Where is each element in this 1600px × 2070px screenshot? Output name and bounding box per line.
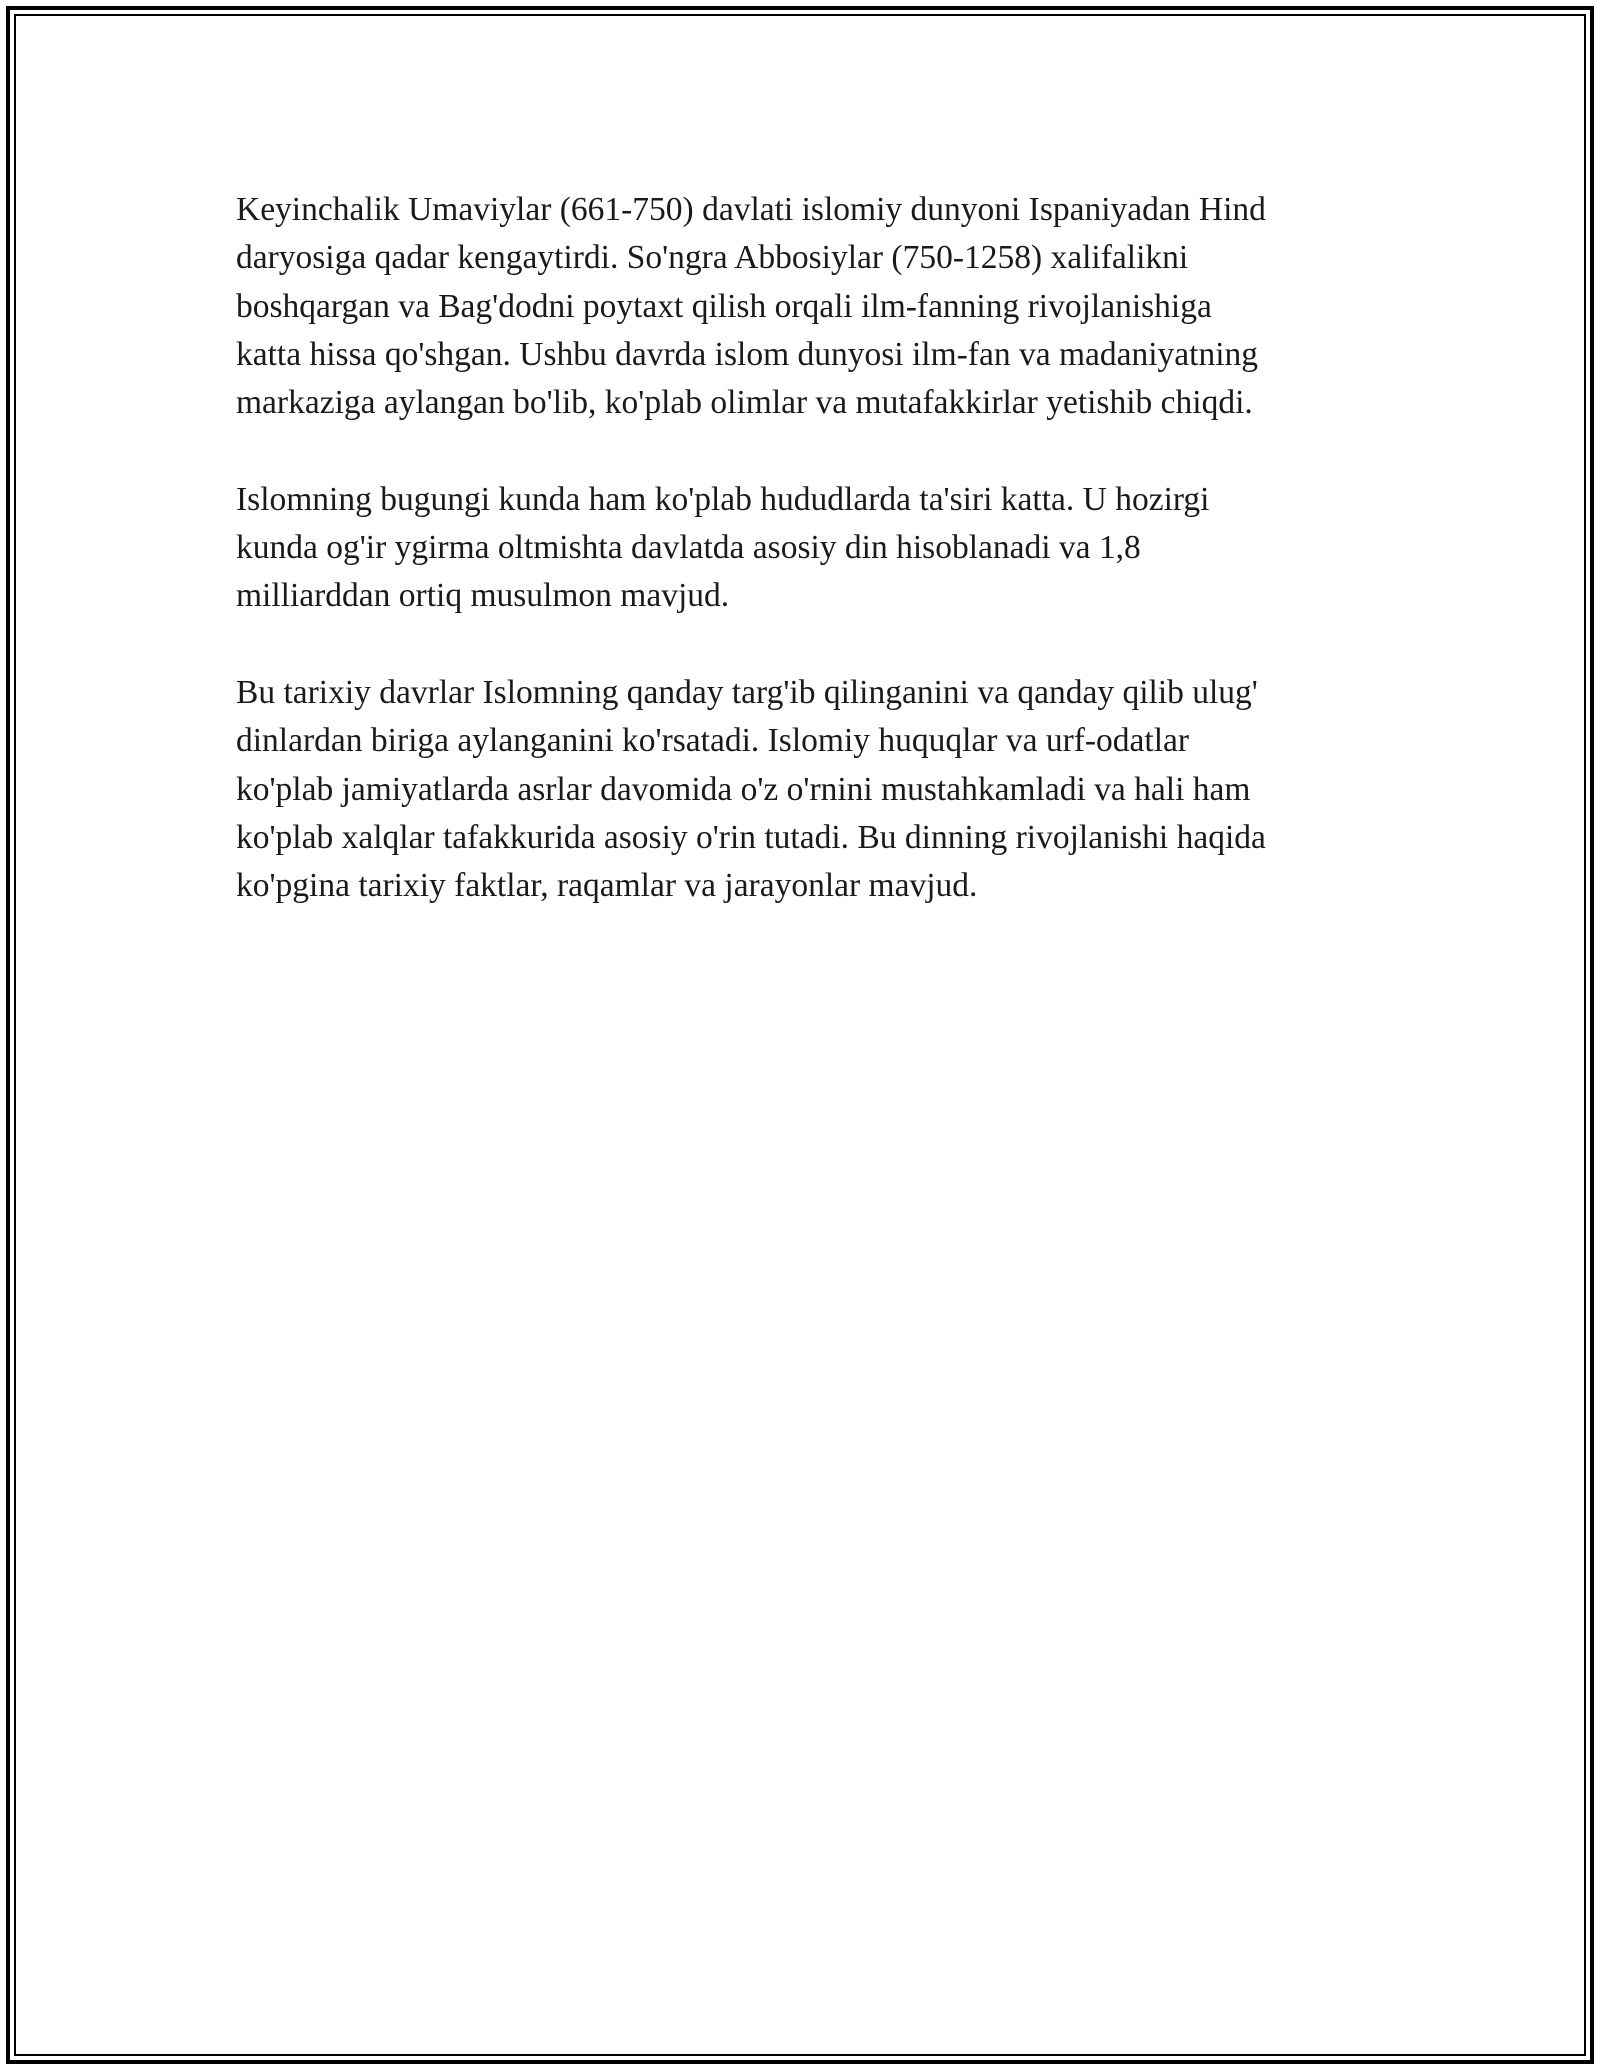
paragraph-2 <box>236 476 1376 621</box>
text-line: katta hissa qo'shgan. Ushbu davrda islom dunyosi ilm-fan va madaniyatning <box>236 335 1259 373</box>
text-line: boshqargan va Bag'dodni poytaxt qilish orqali ilm-fanning rivojlanishiga <box>236 287 1212 325</box>
text-line: Islomning bugungi kunda ham ko'plab hududlarda ta'siri katta. U hozirgi <box>236 480 1210 518</box>
text-line: Bu tarixiy davrlar Islomning qanday targ'ib qilinganini va qanday qilib ulug' <box>236 673 1258 711</box>
paragraph-1 <box>236 186 1376 427</box>
text-line: kunda og'ir ygirma oltmishta davlatda asosiy din hisoblanadi va 1,8 <box>236 529 1141 567</box>
text-line: dinlardan biriga aylanganini ko'rsatadi. Islomiy huquqlar va urf-odatlar <box>236 722 1190 760</box>
text-line: ko'pgina tarixiy faktlar, raqamlar va jarayonlar mavjud. <box>236 867 978 905</box>
document-body <box>236 186 1376 959</box>
text-line: markaziga aylangan bo'lib, ko'plab olimlar va mutafakkirlar yetishib chiqdi. <box>236 384 1253 422</box>
paragraph-3 <box>236 669 1376 910</box>
text-line: ko'plab jamiyatlarda asrlar davomida o'z o'rnini mustahkamladi va hali ham <box>236 770 1251 808</box>
text-line: Keyinchalik Umaviylar (661-750) davlati islomiy dunyoni Ispaniyadan Hind <box>236 191 1266 228</box>
text-line: ko'plab xalqlar tafakkurida asosiy o'rin tutadi. Bu dinning rivojlanishi haqida <box>236 818 1266 856</box>
text-line: milliarddan ortiq musulmon mavjud. <box>236 577 730 615</box>
text-line: daryosiga qadar kengaytirdi. So'ngra Abbosiylar (750-1258) xalifalikni <box>236 239 1189 277</box>
